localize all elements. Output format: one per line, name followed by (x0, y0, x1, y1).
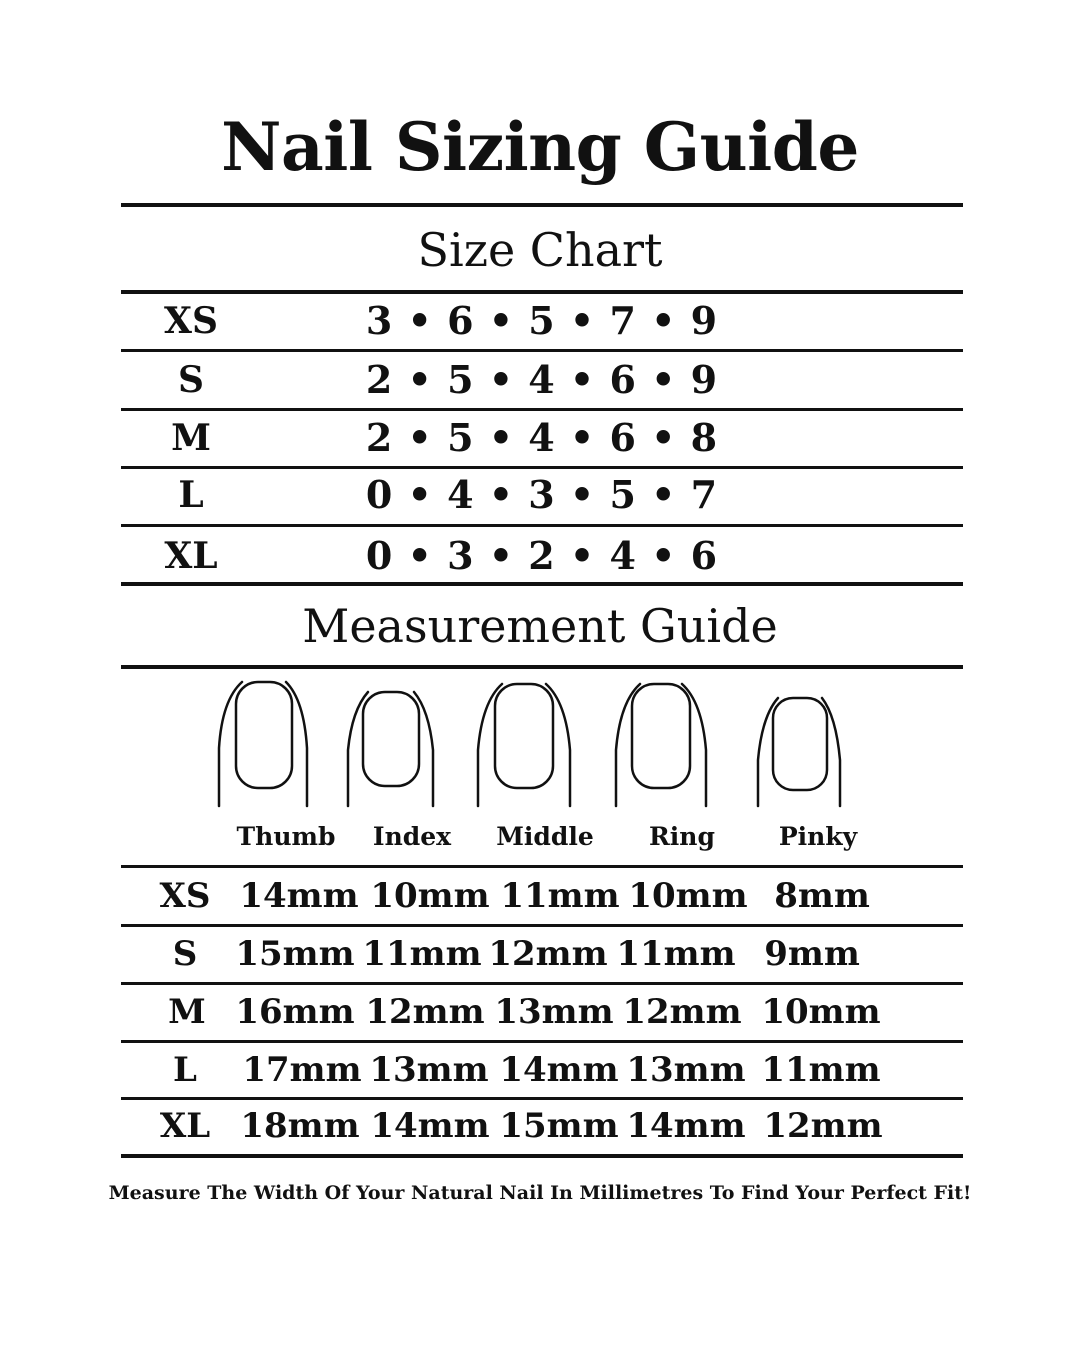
thumb-width: 16mm (235, 992, 355, 1032)
finger-label-pinky: Pinky (778, 822, 858, 851)
index-width: 14mm (370, 1106, 490, 1146)
size-label: XL (159, 1106, 211, 1146)
ring-width: 12mm (622, 992, 742, 1032)
ring-width: 11mm (616, 934, 736, 974)
divider (121, 203, 963, 207)
ring-width: 14mm (626, 1106, 746, 1146)
size-values: 2 • 5 • 4 • 6 • 9 (365, 357, 719, 402)
size-values: 2 • 5 • 4 • 6 • 8 (365, 415, 719, 460)
pinky-width: 11mm (761, 1050, 881, 1090)
pinky-width: 8mm (774, 876, 870, 916)
pinky-width: 12mm (763, 1106, 883, 1146)
measurement-row (121, 867, 963, 925)
size-chart-row (121, 410, 963, 466)
divider (121, 524, 963, 527)
middle-width: 15mm (499, 1106, 619, 1146)
pinky-width: 9mm (764, 934, 860, 974)
thumb-width: 14mm (239, 876, 359, 916)
nail-illustrations (200, 670, 880, 815)
middle-width: 11mm (500, 876, 620, 916)
ring-width: 10mm (628, 876, 748, 916)
size-chart-heading: Size Chart (417, 223, 663, 277)
thumb-width: 15mm (235, 934, 355, 974)
middle-width: 12mm (488, 934, 608, 974)
measurement-row (121, 1041, 963, 1099)
index-width: 10mm (370, 876, 490, 916)
finger-label-thumb: Thumb (236, 822, 336, 851)
middle-width: 13mm (494, 992, 614, 1032)
finger-label-middle: Middle (496, 822, 594, 851)
finger-label-index: Index (372, 822, 452, 851)
index-width: 13mm (369, 1050, 489, 1090)
size-chart-row (121, 467, 963, 523)
size-label: XS (159, 876, 211, 916)
size-label: S (178, 359, 204, 401)
size-values: 3 • 6 • 5 • 7 • 9 (365, 298, 719, 343)
size-label: XS (164, 300, 218, 342)
measurement-guide-heading: Measurement Guide (302, 599, 778, 653)
thumb-width: 17mm (242, 1050, 362, 1090)
size-values: 0 • 3 • 2 • 4 • 6 (365, 533, 719, 578)
measurement-row (121, 925, 963, 983)
size-label: L (178, 474, 204, 516)
size-label: S (172, 934, 198, 974)
divider (121, 1154, 963, 1158)
index-width: 12mm (365, 992, 485, 1032)
size-label: L (173, 1050, 197, 1090)
size-chart-row (121, 293, 963, 349)
thumb-width: 18mm (240, 1106, 360, 1146)
middle-width: 14mm (499, 1050, 619, 1090)
page-title: Nail Sizing Guide (221, 108, 859, 186)
divider (121, 582, 963, 586)
ring-nail-icon (616, 684, 706, 806)
size-label: M (168, 992, 206, 1032)
footer-note: Measure The Width Of Your Natural Nail In Millimetres To Find Your Perfect Fit! (108, 1182, 972, 1204)
index-nail-icon (348, 692, 433, 806)
middle-nail-icon (478, 684, 570, 806)
pinky-width: 10mm (761, 992, 881, 1032)
finger-label-ring: Ring (649, 822, 715, 851)
measurement-row (121, 1097, 963, 1155)
thumb-nail-icon (219, 682, 307, 806)
size-values: 0 • 4 • 3 • 5 • 7 (365, 472, 719, 517)
size-label: XL (164, 535, 218, 577)
size-chart-row (121, 528, 963, 584)
ring-width: 13mm (626, 1050, 746, 1090)
index-width: 11mm (362, 934, 482, 974)
measurement-row (121, 983, 963, 1041)
divider (121, 665, 963, 669)
size-chart-row (121, 352, 963, 408)
pinky-nail-icon (758, 698, 840, 806)
size-label: M (171, 417, 211, 459)
